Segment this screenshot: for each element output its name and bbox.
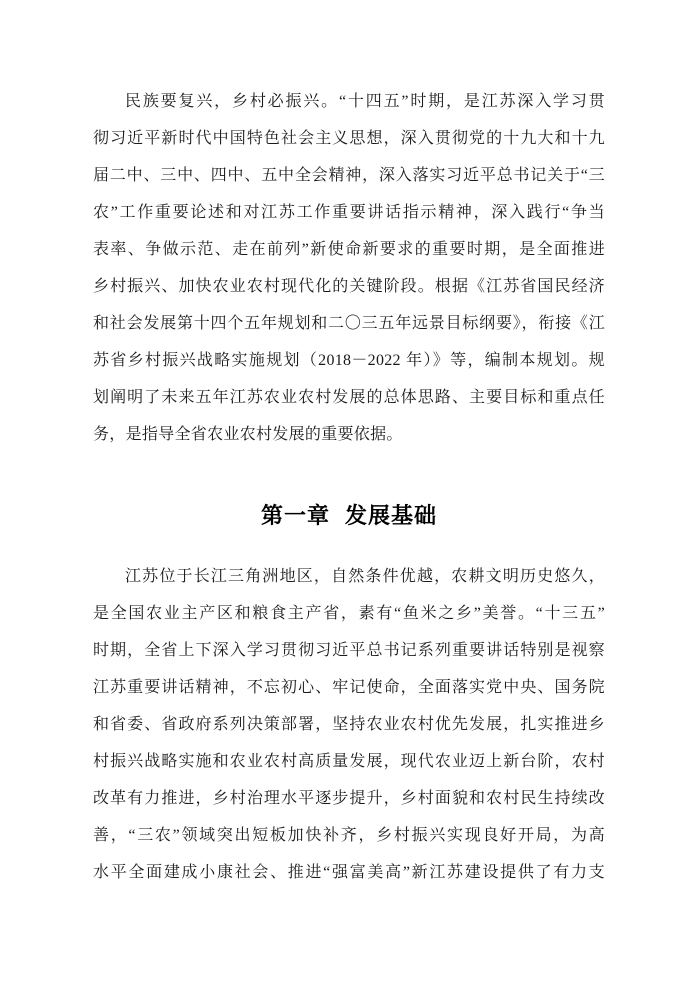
text-line: 善，“三农”领域突出短板加快补齐，乡村振兴实现良好开局，为高: [93, 827, 605, 844]
text-line: 届二中、三中、四中、五中全会精神，深入落实习近平总书记关于“三: [93, 167, 605, 184]
text-line: 江苏重要讲话精神，不忘初心、牢记使命，全面落实党中央、国务院: [93, 679, 605, 696]
text-line: 水平全面建成小康社会、推进“强富美高”新江苏建设提供了有力支: [93, 864, 605, 881]
text-line: 改革有力推进，乡村治理水平逐步提升，乡村面貌和农村民生持续改: [93, 790, 605, 807]
intro-paragraph: [93, 83, 605, 453]
section-paragraph: [93, 558, 605, 891]
text-line: 村振兴战略实施和农业农村高质量发展，现代农业迈上新台阶，农村: [93, 753, 605, 770]
text-line: 民族要复兴，乡村必振兴。“十四五”时期，是江苏深入学习贯: [125, 93, 605, 110]
text-line: 江苏位于长江三角洲地区，自然条件优越，农耕文明历史悠久，: [125, 568, 605, 585]
text-line: 表率、争做示范、走在前列”新使命新要求的重要时期，是全面推进: [93, 241, 605, 258]
text-line: 农”工作重要论述和对江苏工作重要讲话指示精神，深入践行“争当: [93, 204, 605, 221]
text-line: 苏省乡村振兴战略实施规划（2018－2022 年）》等，编制本规划。规: [93, 352, 605, 369]
text-line: 和社会发展第十四个五年规划和二〇三五年远景目标纲要》，衔接《江: [93, 315, 605, 332]
text-line: 彻习近平新时代中国特色社会主义思想，深入贯彻党的十九大和十九: [93, 130, 605, 147]
chapter-heading: 第一章 发展基础: [260, 503, 438, 528]
text-line: 划阐明了未来五年江苏农业农村发展的总体思路、主要目标和重点任: [93, 389, 605, 406]
text-line: 时期，全省上下深入学习贯彻习近平总书记系列重要讲话特别是视察: [93, 642, 605, 659]
text-line: 和省委、省政府系列决策部署，坚持农业农村优先发展，扎实推进乡: [93, 716, 605, 733]
text-line: 乡村振兴、加快农业农村现代化的关键阶段。根据《江苏省国民经济: [93, 278, 605, 295]
text-line: 是全国农业主产区和粮食主产省，素有“鱼米之乡”美誉。“十三五”: [93, 605, 605, 622]
text-line: 务，是指导全省农业农村发展的重要依据。: [93, 426, 403, 443]
